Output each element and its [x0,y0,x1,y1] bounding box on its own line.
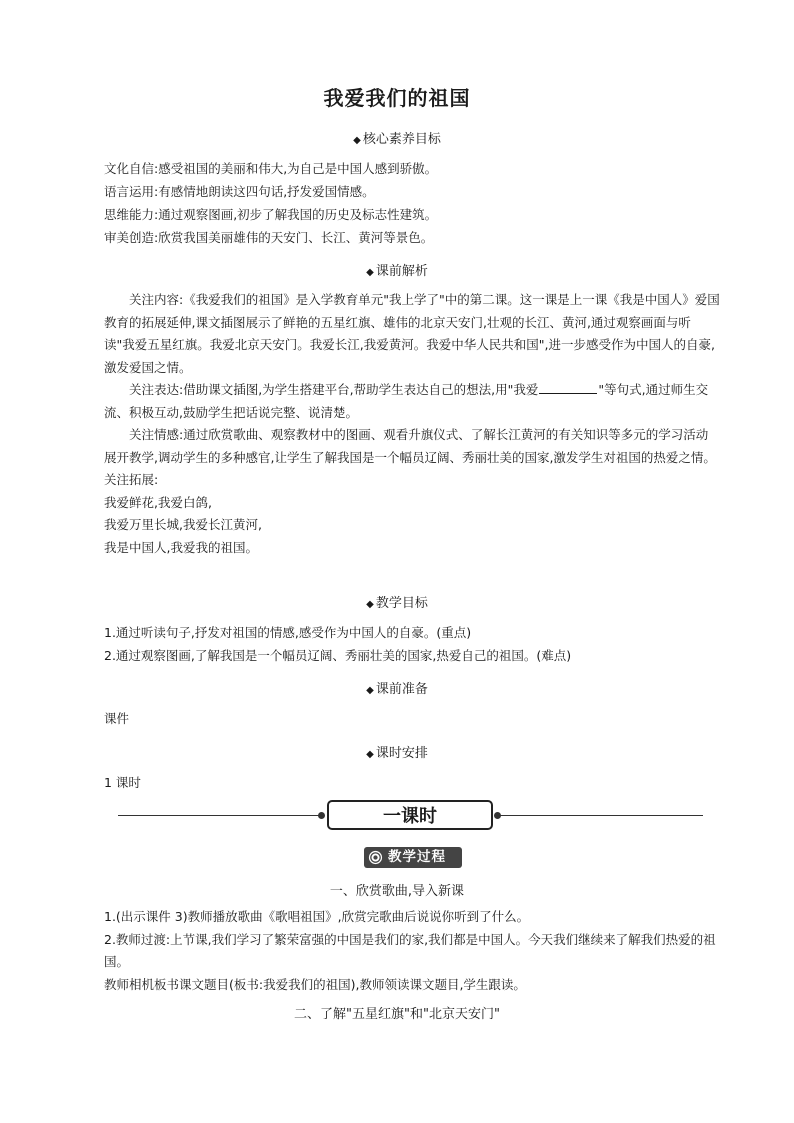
teaching-goal-item: 1.通过听读句子,抒发对祖国的情感,感受作为中国人的自豪。(重点) [104,625,472,640]
analysis-block [104,289,720,559]
diamond-icon: ◆ [366,599,374,610]
core-goal-item: 审美创造:欣赏我国美丽雄伟的天安门、长江、黄河等景色。 [104,230,434,245]
step-item: 1.(出示课件 3)教师播放歌曲《歌唱祖国》,欣赏完歌曲后说说你听到了什么。 [104,909,530,924]
banner-rule-right [497,815,703,816]
fill-blank [539,383,597,394]
process-badge [364,847,462,868]
schedule-text: 1 课时 [104,775,141,790]
core-goal-item: 语言运用:有感情地朗读这四句话,抒发爱国情感。 [104,184,375,199]
section-heading-core: ◆ 核心素养目标 [353,132,441,147]
poem-line: 我是中国人,我爱我的祖国。 [104,539,258,555]
core-goal-item: 文化自信:感受祖国的美丽和伟大,为自己是中国人感到骄傲。 [104,161,438,176]
page-title: 我爱我们的祖国 [323,86,471,110]
step-item: 2.教师过渡:上节课,我们学习了繁荣富强的中国是我们的家,我们都是中国人。今天我们继续来了解我们热爱的祖国。 [104,931,716,969]
analysis-emotion-paragraph: 关注情感:通过欣赏歌曲、观察教材中的图画、观看升旗仪式、了解长江黄河的有关知识等多元的学习活动展开教学,调动学生的多种感官,让学生了解我国是一个幅员辽阔、秀丽壮美的国家,激发学生对祖国的热爱之情。 [104,427,716,465]
poem-line: 我爱万里长城,我爱长江黄河, [104,517,262,532]
banner-dot-right [494,812,501,819]
analysis-expression-paragraph: 关注表达:借助课文插图,为学生搭建平台,帮助学生表达自己的想法,用"我爱 "等句式,通过师生交流、积极互动,鼓励学生把话说完整、说清楚。 [104,382,709,420]
analysis-content-paragraph: 关注内容:《我爱我们的祖国》是入学教育单元"我上学了"中的第二课。这一课是上一课《我是中国人》爱国教育的拓展延伸,课文插图展示了鲜艳的五星红旗、雄伟的北京天安门,壮观的长江、黄河,通过观察画面与听读"我爱五星红旗。我爱北京天安门。我爱长江,我爱黄河。我爱中华人民共和国",进一步感受作为中国人的自豪,激发爱国之情。 [104,292,720,375]
core-goal-item: 思维能力:通过观察图画,初步了解我国的历史及标志性建筑。 [104,207,438,222]
section-heading-goals: ◆ 教学目标 [366,596,428,611]
section-heading-analysis: ◆ 课前解析 [366,264,428,279]
target-icon [367,849,384,866]
process-badge-label: 教学过程 [388,849,446,865]
lesson-banner: 一课时 [327,800,493,830]
step-item: 教师相机板书课文题目(板书:我爱我们的祖国),教师领读课文题目,学生跟读。 [104,976,526,992]
step-title: 一、欣赏歌曲,导入新课 [329,884,465,899]
diamond-icon: ◆ [366,749,374,760]
diamond-icon: ◆ [366,267,374,278]
step1-block [104,906,720,996]
prep-text: 课件 [104,711,130,726]
banner-rule-left [118,815,322,816]
teaching-goal-item: 2.通过观察图画,了解我国是一个幅员辽阔、秀丽壮美的国家,热爱自己的祖国。(难点) [104,648,572,663]
section-heading-prep: ◆ 课前准备 [366,682,428,697]
analysis-extension-label: 关注拓展: [104,472,159,487]
poem-line: 我爱鲜花,我爱白鸽, [104,494,212,510]
diamond-icon: ◆ [353,135,361,146]
diamond-icon: ◆ [366,685,374,696]
banner-dot-left [318,812,325,819]
section-heading-schedule: ◆ 课时安排 [366,746,428,761]
step-title: 二、了解"五星红旗"和"北京天安门" [294,1007,500,1022]
